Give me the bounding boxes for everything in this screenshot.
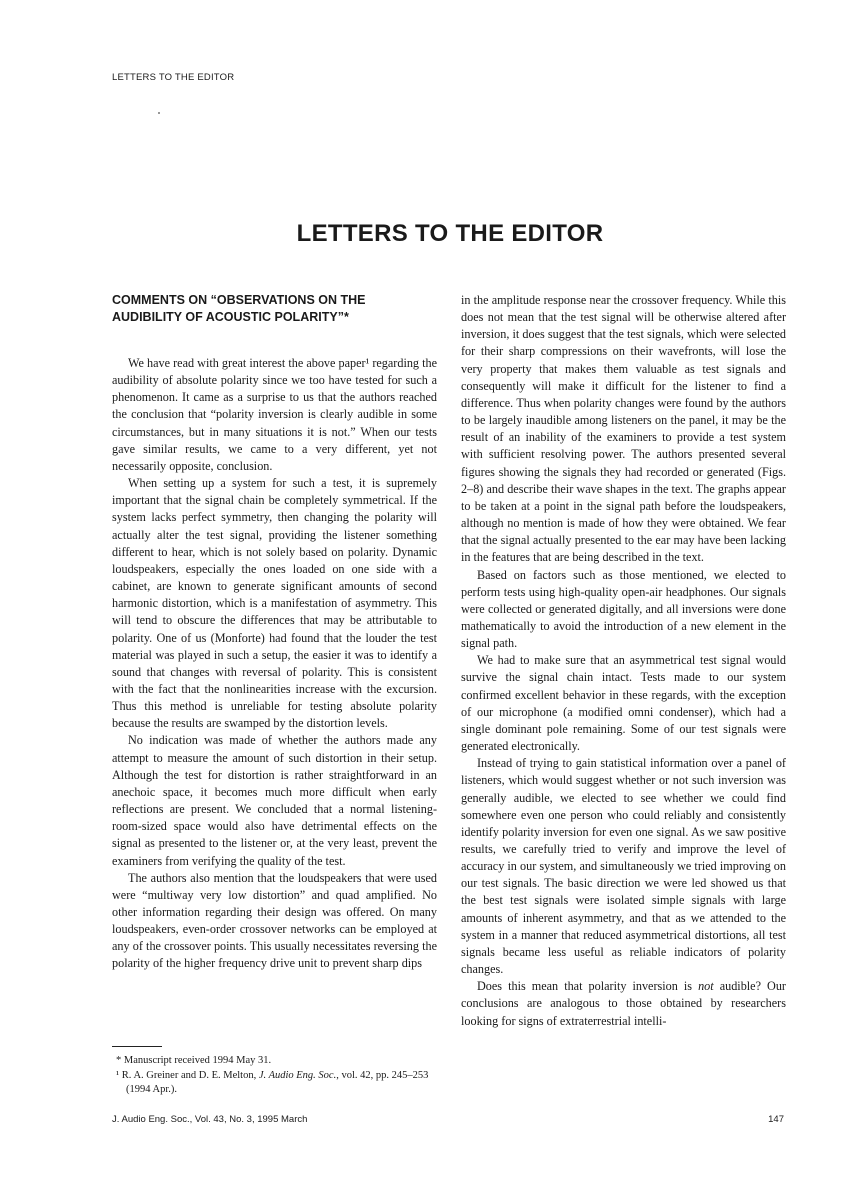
- page-title: LETTERS TO THE EDITOR: [296, 220, 604, 247]
- footnote-rule: [112, 1046, 162, 1047]
- emphasis: not: [698, 979, 714, 994]
- paragraph: We had to make sure that an asymmetrical test signal would survive the signal chain intact. Tests made to our system confirmed excellent behavior in these regards, with the exception of our microphone (a modified omni condenser), which had a single dominant pole remaining. Some of our test signals were generated electronically.: [461, 653, 786, 754]
- left-column: [112, 292, 437, 973]
- article-title: COMMENTS ON “OBSERVATIONS ON THE AUDIBILITY OF ACOUSTIC POLARITY”*: [112, 293, 366, 324]
- footnote-1: [112, 1069, 437, 1098]
- stray-dot: [158, 112, 160, 114]
- running-head: LETTERS TO THE EDITOR: [112, 72, 235, 83]
- text-run: , vol. 42, pp. 245–253 (1994 Apr.).: [126, 1069, 429, 1095]
- right-column: [461, 292, 786, 1030]
- paragraph: No indication was made of whether the authors made any attempt to measure the amount of such distortion in their setup. Although the test for distortion is rather straightforward in an anechoic space, it becomes much more difficult when early reflections are present. We concluded that a normal listening-room-sized space would also have detrimental effects on the signal as presented to the listener or, at the very least, prevent the examiners from verifying the quality of the test.: [112, 733, 437, 868]
- footnotes: [112, 1046, 437, 1098]
- paragraph: Instead of trying to gain statistical information over a panel of listeners, which would suggest whether or not such inversion was generally audible, we elected to see whether we could find somewhere even one person who could reliably and consistently identify polarity inversion for even one signal. As we saw positive results, we carefully tried to verify and improve the level of accuracy in our system, and simultaneously we tried improving on our test signals. The basic direction we were led showed us that the best test signals were isolated simple signals with large amounts of inherent asymmetry, and that as we attended to the system in a manner that reduced asymmetrical distortions, all test signals became less useful as reliable indicators of polarity changes.: [461, 756, 786, 977]
- paragraph: Based on factors such as those mentioned, we elected to perform tests using high-quality open-air headphones. Our signals were collected or generated digitally, and all inversions were done mathematically to avoid the introduction of a new element in the signal path.: [461, 567, 786, 651]
- paragraph: We have read with great interest the above paper¹ regarding the audibility of absolute polarity since we too have tested for such a phenomenon. It came as a surprise to us that the authors reached the conclusion that “polarity inversion is clearly audible in some circumstances, but in many situations it is not.” When our tests gave similar results, we came to a very different, yet not necessarily opposite, conclusion.: [112, 356, 437, 473]
- paragraph: in the amplitude response near the crossover frequency. While this does not mean that the test signal will be otherwise altered after inversion, it does suggest that the test signals, which were selected for their sharp compressions on their wavefronts, will lose the very property that makes them valuable as test signals and consequently will make it difficult for the listener to find a difference. Thus when polarity changes were found by the authors to be largely inaudible among listeners on the panel, it may be the result of an inability of the examiners to provide a test system with sufficient resolving power. The authors presented several figures showing the signals they had recorded or generated (Figs. 2–8) and describe their wave shapes in the text. The graphs appear to be taken at a point in the signal path before the loudspeakers, although no mention is made of how they were obtained. We fear that the signal actually presented to the ear may have been lacking in the features that are being described in the text.: [461, 293, 786, 565]
- text-run: ¹ R. A. Greiner and D. E. Melton,: [116, 1069, 259, 1081]
- footer-citation: J. Audio Eng. Soc., Vol. 43, No. 3, 1995 March: [112, 1114, 308, 1125]
- paragraph: When setting up a system for such a test, it is supremely important that the signal chain be completely symmetrical. If the system lacks perfect symmetry, then changing the polarity will actually alter the test signal, providing the listener something different to hear, which is not solely based on polarity. Dynamic loudspeakers, especially the ones loaded on one side with a cabinet, are known to generate significant amounts of second harmonic distortion, which is a manifestation of asymmetry. This will tend to obscure the differences that may be attributable to polarity. One of us (Monforte) had found that the louder the test material was played in such a setup, the easier it was to identify a sound that changes with reversal of polarity. This is consistent with the fact that the nonlinearities increase with the excursion. Thus this method is unreliable for testing absolute polarity because the results are swamped by the distortion levels.: [112, 476, 437, 731]
- paragraph: The authors also mention that the loudspeakers that were used were “multiway very low distortion” and quad amplified. No other information regarding their design was offered. On many loudspeakers, even-order crossover networks can be employed at any of the crossover points. This usually necessitates reversing the polarity of the higher frequency drive unit to prevent sharp dips: [112, 870, 437, 971]
- text-run: Does this mean that polarity inversion is: [477, 979, 699, 994]
- footnote-star: * Manuscript received 1994 May 31.: [116, 1055, 272, 1066]
- paragraph-last: [461, 978, 786, 1029]
- text-run: audible? Our conclusions are analogous to those obtained by researchers looking for signs of extraterrestrial intelli-: [461, 979, 786, 1028]
- journal-name: J. Audio Eng. Soc.: [258, 1069, 337, 1081]
- page-number: 147: [768, 1114, 784, 1125]
